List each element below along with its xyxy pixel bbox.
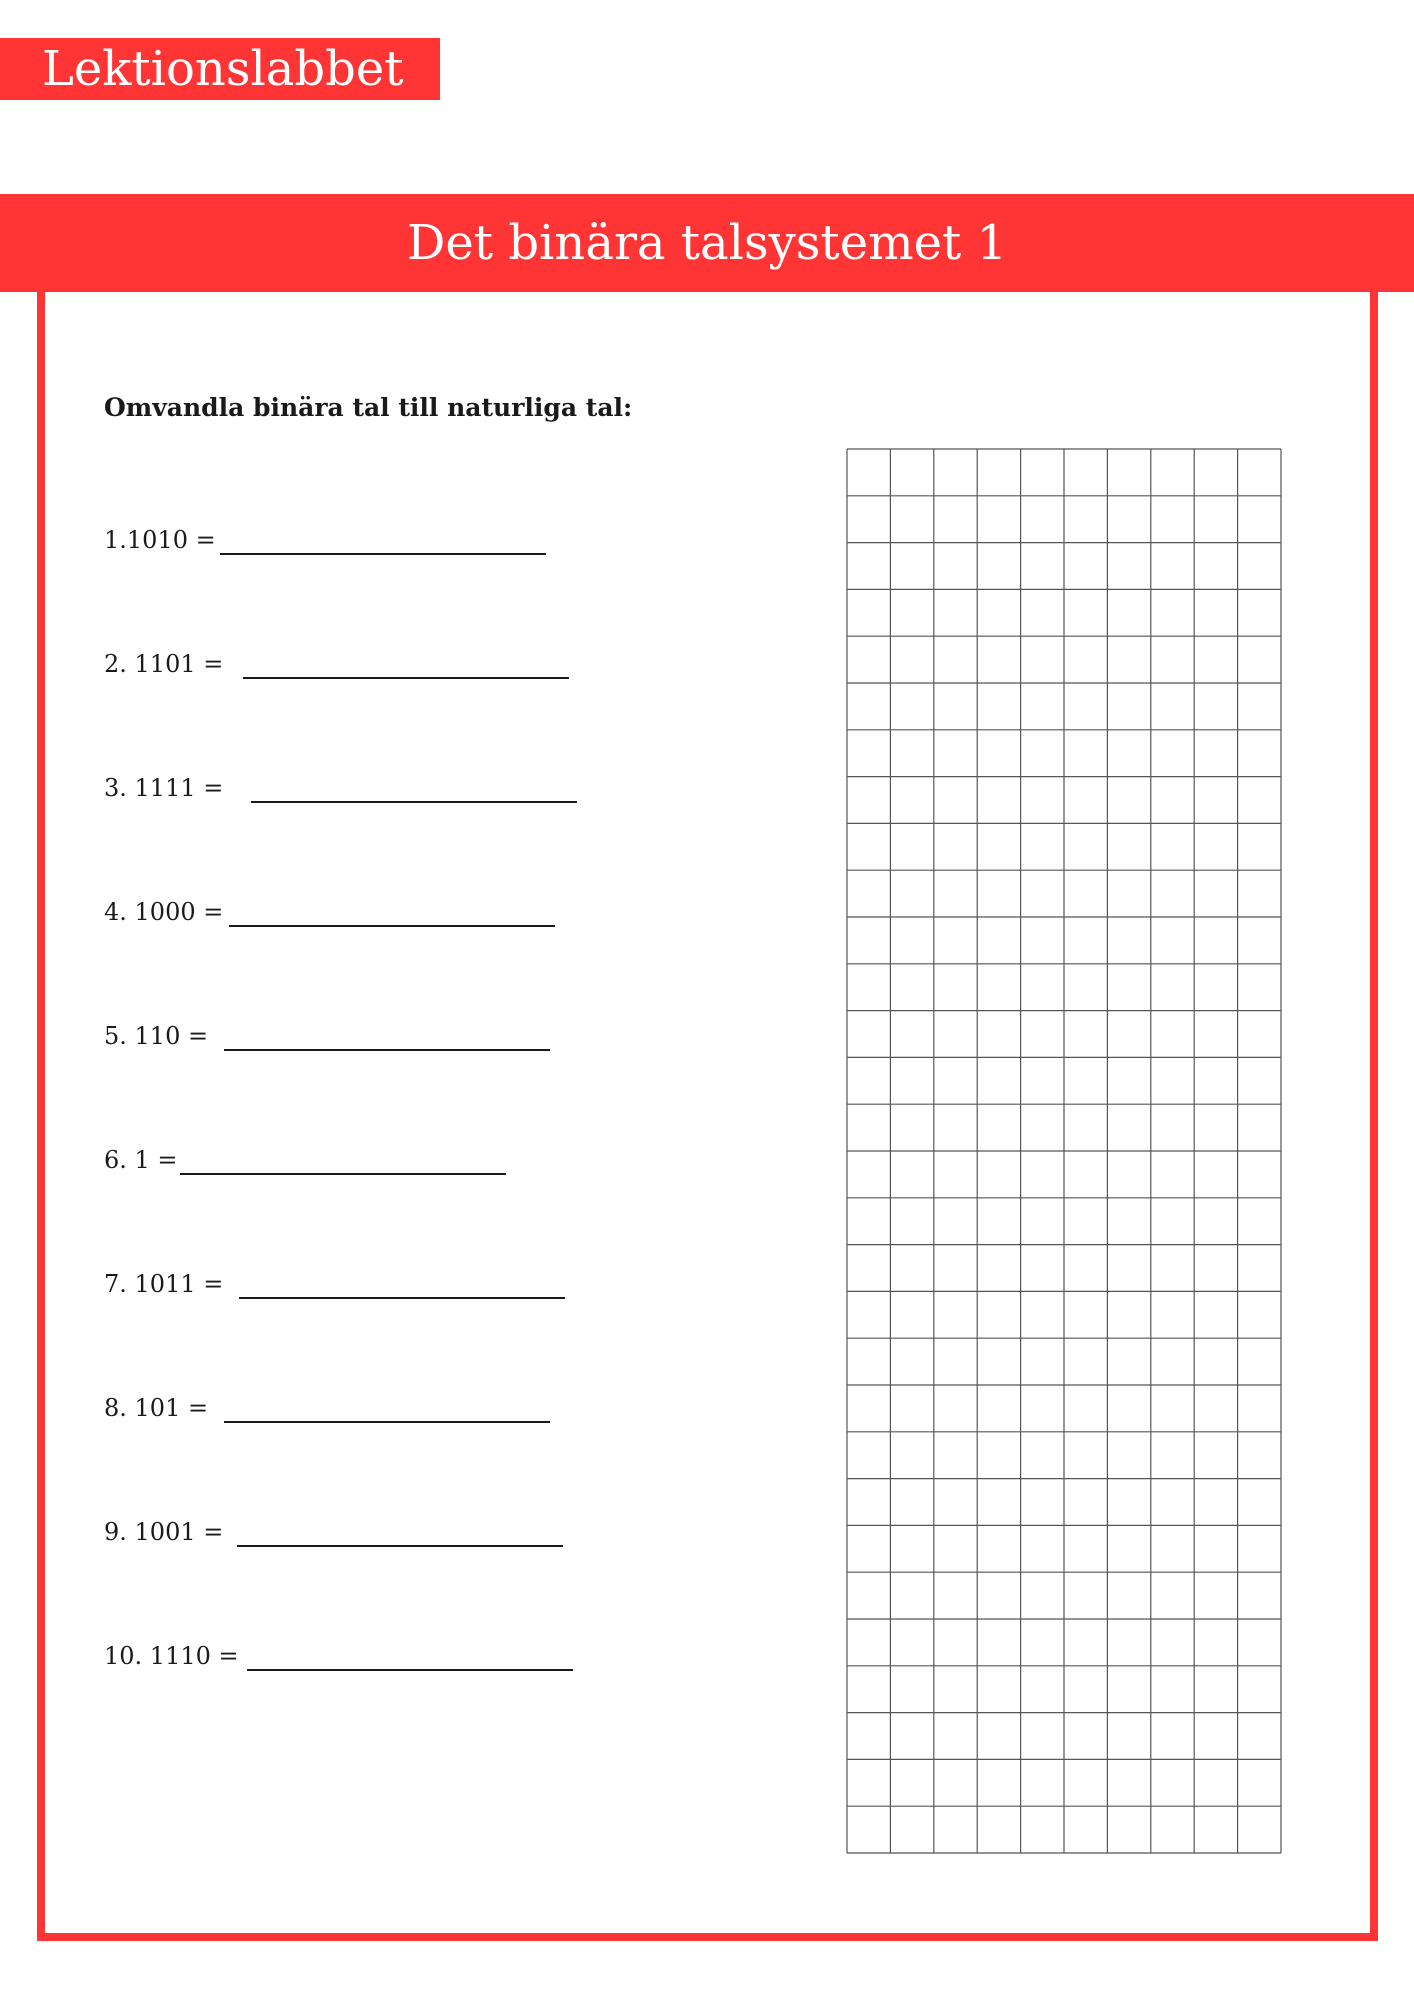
exercise-label: 10. 1110 =: [104, 1642, 239, 1670]
instruction-text: Omvandla binära tal till naturliga tal:: [104, 393, 633, 422]
exercise-label: 5. 110 =: [104, 1022, 209, 1050]
exercise-label: 9. 1001 =: [104, 1518, 224, 1546]
worksheet-title: Det binära talsystemet 1: [0, 194, 1414, 292]
exercise-3: [104, 763, 577, 803]
exercise-8: [104, 1383, 550, 1423]
exercise-4: [104, 887, 555, 927]
exercise-5: [104, 1011, 550, 1051]
exercise-label: 8. 101 =: [104, 1394, 209, 1422]
exercise-label: 6. 1 =: [104, 1146, 178, 1174]
exercise-label: 2. 1101 =: [104, 650, 224, 678]
brand-banner: Lektionslabbet: [0, 38, 440, 100]
exercise-label: 7. 1011 =: [104, 1270, 224, 1298]
exercise-9: [104, 1507, 563, 1547]
exercise-1: [104, 515, 546, 555]
exercise-6: [104, 1135, 506, 1175]
exercise-2: [104, 639, 569, 679]
exercise-label: 1.1010 =: [104, 526, 216, 554]
answer-line[interactable]: [229, 925, 555, 927]
exercise-10: [104, 1631, 573, 1671]
answer-line[interactable]: [237, 1545, 563, 1547]
answer-line[interactable]: [251, 801, 577, 803]
answer-line[interactable]: [224, 1421, 550, 1423]
answer-line[interactable]: [247, 1669, 573, 1671]
answer-line[interactable]: [243, 677, 569, 679]
squared-scratch-grid[interactable]: [846, 448, 1282, 1854]
exercise-7: [104, 1259, 565, 1299]
exercise-label: 4. 1000 =: [104, 898, 224, 926]
answer-line[interactable]: [239, 1297, 565, 1299]
exercise-label: 3. 1111 =: [104, 774, 224, 802]
answer-line[interactable]: [220, 553, 546, 555]
answer-line[interactable]: [224, 1049, 550, 1051]
answer-line[interactable]: [180, 1173, 506, 1175]
